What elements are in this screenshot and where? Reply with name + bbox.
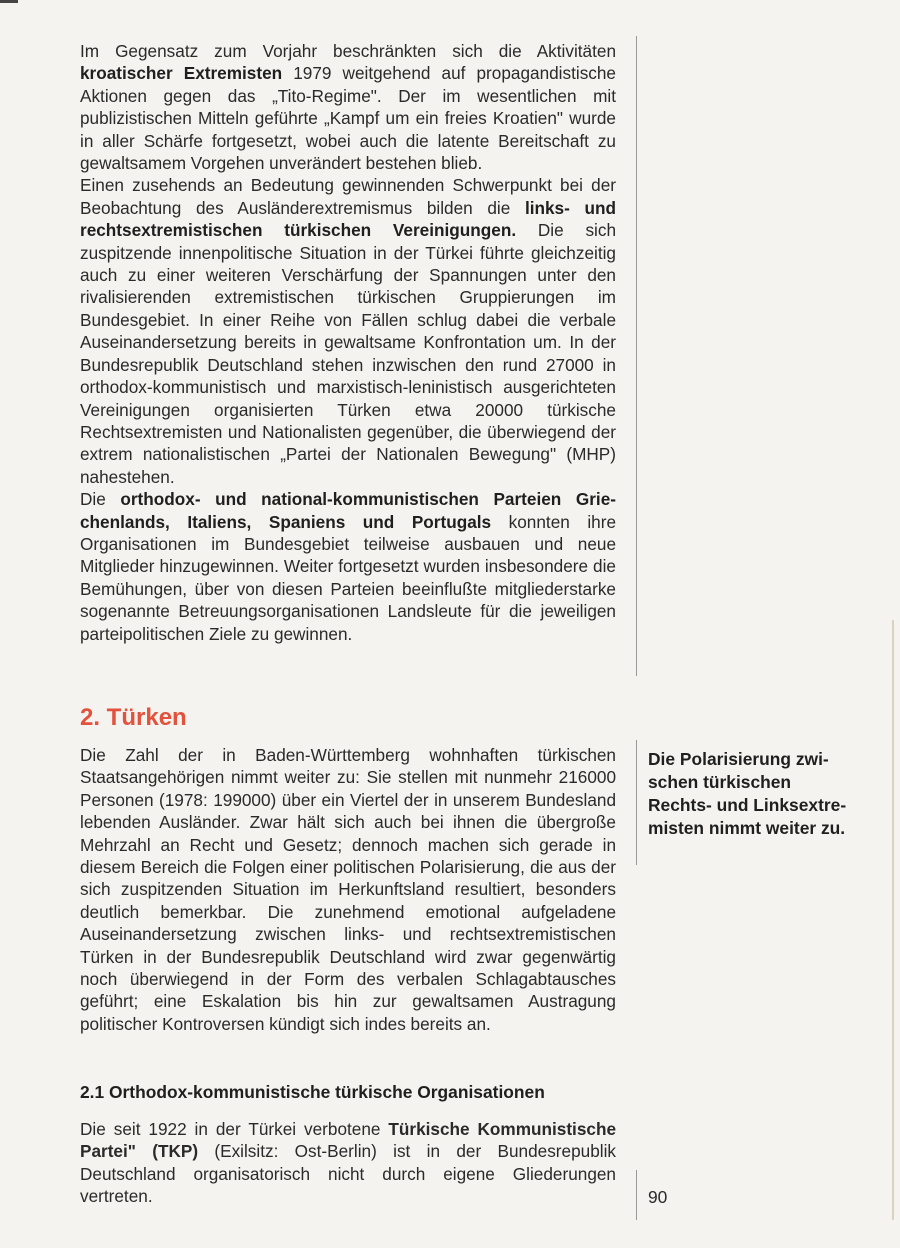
scan-edge-mark — [0, 0, 18, 3]
section-body — [80, 744, 616, 1035]
text-run: (Exilsitz: Ost-Berlin) ist in der Bundesrepublik Deutschland organisatorisch nicht durch eigene Gliederungen vertreten. — [80, 1141, 616, 1207]
intro-text-block — [80, 40, 616, 645]
margin-note: Die Polarisierung zwischen türkischen Rechts- und Linksextremisten nimmt weiter zu. — [648, 749, 847, 838]
subsection-body — [80, 1118, 616, 1208]
bold-term: kroatischer Extremisten — [80, 63, 283, 84]
text-run: 1979 weitgehend auf propagandistische Aktionen gegen das „Tito-Regime". Der im wesentlichen mit publizistischen Mitteln geführte „Kampf um ein freies Kroatien" wurde in aller Schärfe fortgesetzt, wobei auch die latente Bereitschaft zu gewaltsamem Vorgehen unverändert bestehen blieb. — [80, 63, 616, 174]
bold-term: orthodox- und national-kommunistischen Parteien Griechenlands, Italiens, Spaniens und Portugals — [80, 489, 616, 532]
section-heading: 2. Türken — [80, 704, 187, 731]
column-rule — [636, 36, 637, 676]
text-run: Die — [80, 489, 121, 510]
bold-term: links- und rechtsextremistischen türkischen Vereinigungen. — [80, 197, 616, 241]
subsection-paragraph — [80, 1118, 616, 1208]
text-run: Einen zusehends an Bedeutung gewinnenden Schwerpunkt bei der Beobachtung des Ausländerextremismus bilden die — [80, 175, 616, 218]
paragraph-croatian-extremists — [80, 40, 616, 174]
paragraph-communist-parties — [80, 488, 616, 645]
column-rule — [636, 1170, 637, 1220]
page-edge-shadow — [892, 620, 894, 1220]
text-run: Die sich zuspitzende innenpolitische Situation in der Türkei führte gleichzeitig auch zu einer weiteren Verschärfung der Spannungen unter den rivalisierenden extremistischen türkischen Gruppierungen im Bundesgebiet. In einer Reihe von Fällen schlug dabei die verbale Auseinandersetzung bereits in gewaltsame Konfrontation um. In der Bundesrepublik Deutschland stehen inzwischen den rund 27000 in orthodox-kommunistisch und marxistisch-leninistisch ausgerichteten Vereinigungen organisierten Türken etwa 20000 türkische Rechtsextremisten und Nationalisten gegenüber, die überwiegend der extrem nationalistischen „Partei der Nationalen Bewegung" (MHP) nahestehen. — [80, 220, 617, 487]
text-run: konnten ihre Organisationen im Bundesgebiet teilweise ausbauen und neue Mitglieder hinzugewinnen. Weiter fortgesetzt wurden insbesondere die Bemühungen, über von diesen Parteien beeinflußte mitgliederstarke sogenannte Betreuungsorganisationen Landsleute für die jeweiligen parteipolitischen Ziele zu gewinnen. — [80, 511, 617, 644]
text-run: Die seit 1922 in der Türkei verbotene — [80, 1119, 389, 1139]
page-number: 90 — [648, 1187, 668, 1207]
subsection-heading: 2.1 Orthodox-kommunistische türkische Organisationen — [80, 1082, 545, 1102]
paragraph-turkish-associations — [80, 174, 616, 488]
bold-term: Türkische Kommunistische Partei" (TKP) — [80, 1119, 616, 1162]
text-run: Im Gegensatz zum Vorjahr beschränkten sich die Aktivitäten — [80, 41, 616, 61]
column-rule — [636, 740, 637, 865]
section-paragraph: Die Zahl der in Baden-Württemberg wohnhaften türkischen Staatsangehörigen nimmt weiter zu: Sie stellen mit nunmehr 216000 Personen (1978: 199000) über ein Viertel der in unserem Bundesland lebenden Ausländer. Zwar hält sich auch bei ihnen die übergroße Mehrzahl an Recht und Gesetz; dennoch machen sich gerade in diesem Bereich die Folgen einer politischen Polarisierung, die aus der sich zuspitzenden Situation im Herkunftsland resultiert, besonders deutlich bemerkbar. Die zunehmend emotional aufgeladene Auseinandersetzung zwischen links- und rechtsextremistischen Türken in der Bundesrepublik Deutschland wird zwar gegenwärtig noch überwiegend in der Form des verbalen Schlagabtausches geführt; eine Eskalation bis hin zur gewaltsamen Austragung politischer Kontroversen kündigt sich indes bereits an. — [80, 745, 616, 1034]
